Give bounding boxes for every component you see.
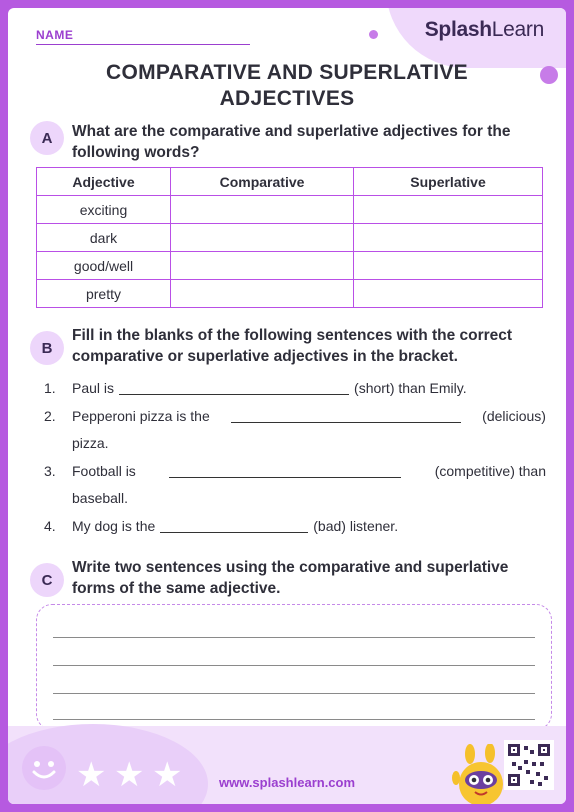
brand-regular: Learn [491,18,544,41]
brand-bold: Splash [424,18,492,41]
table-row [37,252,543,280]
brand-logo [425,18,544,42]
item-text-before: Paul is [72,380,115,396]
star-icon: ★ [152,756,183,794]
item-number: 1. [44,380,56,396]
item-text-before: Pepperoni pizza is the [72,408,210,424]
writing-line[interactable] [53,693,535,694]
list-item [44,378,546,398]
superlative-cell[interactable] [354,280,543,308]
table-header-row [37,168,543,196]
item-number: 2. [44,408,56,424]
header-adjective: Adjective [37,168,171,196]
section-b-badge: B [30,331,64,365]
answer-blank[interactable] [231,409,461,423]
question-line-2: following words? [72,144,200,161]
qr-code-icon[interactable] [504,740,554,790]
worksheet [8,8,566,804]
list-item [44,516,546,536]
answer-blank[interactable] [169,464,401,478]
item-text-after: (short) than Emily. [354,380,467,396]
item-number: 4. [44,518,56,534]
answer-blank[interactable] [160,519,308,533]
writing-line[interactable] [53,637,535,638]
adjective-cell: pretty [37,280,171,308]
instruction-line-2: comparative or superlative adjectives in the bracket. [72,348,458,365]
superlative-cell[interactable] [354,224,543,252]
item-continuation: baseball. [72,490,129,506]
title-line-1: COMPARATIVE AND SUPERLATIVE [105,61,468,84]
item-text-after: (bad) listener. [313,518,399,534]
section-a-badge: A [30,121,64,155]
superlative-cell[interactable] [354,252,543,280]
website-url[interactable]: www.splashlearn.com [218,775,356,790]
answer-blank[interactable] [119,381,349,395]
name-line[interactable] [36,44,250,45]
instruction-line-2: forms of the same adjective. [72,580,281,597]
section-a-question [72,121,542,163]
item-text-after: (delicious) [482,408,546,424]
adjective-cell: dark [37,224,171,252]
decor-dot [369,30,378,39]
item-continuation: pizza. [72,435,109,451]
comparative-cell[interactable] [171,196,354,224]
mascot-icon [452,744,510,804]
header-superlative: Superlative [354,168,543,196]
adjective-cell: good/well [37,252,171,280]
header-comparative: Comparative [171,168,354,196]
writing-line[interactable] [53,719,535,720]
question-line-1: What are the comparative and superlative adjectives for the [72,123,511,140]
item-text-after: (competitive) than [434,463,546,479]
instruction-line-1: Fill in the blanks of the following sentences with the correct [72,327,513,344]
table-row [37,224,543,252]
star-icon: ★ [76,756,107,794]
adjective-cell: exciting [37,196,171,224]
star-icon: ★ [114,756,145,794]
section-c-instruction [72,557,542,599]
item-text-before: Football is [72,463,136,479]
table-row [37,280,543,308]
section-b-instruction [72,325,542,367]
writing-area[interactable] [36,604,552,730]
comparative-cell[interactable] [171,280,354,308]
section-c-badge: C [30,563,64,597]
list-item [44,461,546,481]
instruction-line-1: Write two sentences using the comparative and superlative [72,559,509,576]
comparative-cell[interactable] [171,252,354,280]
page-title [8,60,566,112]
writing-line[interactable] [53,665,535,666]
list-item [44,406,546,426]
item-number: 3. [44,463,56,479]
table-row [37,196,543,224]
comparative-cell[interactable] [171,224,354,252]
superlative-cell[interactable] [354,196,543,224]
item-text-before: My dog is the [72,518,156,534]
title-line-2: ADJECTIVES [219,87,355,110]
adjective-table [36,167,543,308]
name-label: NAME [36,28,74,42]
